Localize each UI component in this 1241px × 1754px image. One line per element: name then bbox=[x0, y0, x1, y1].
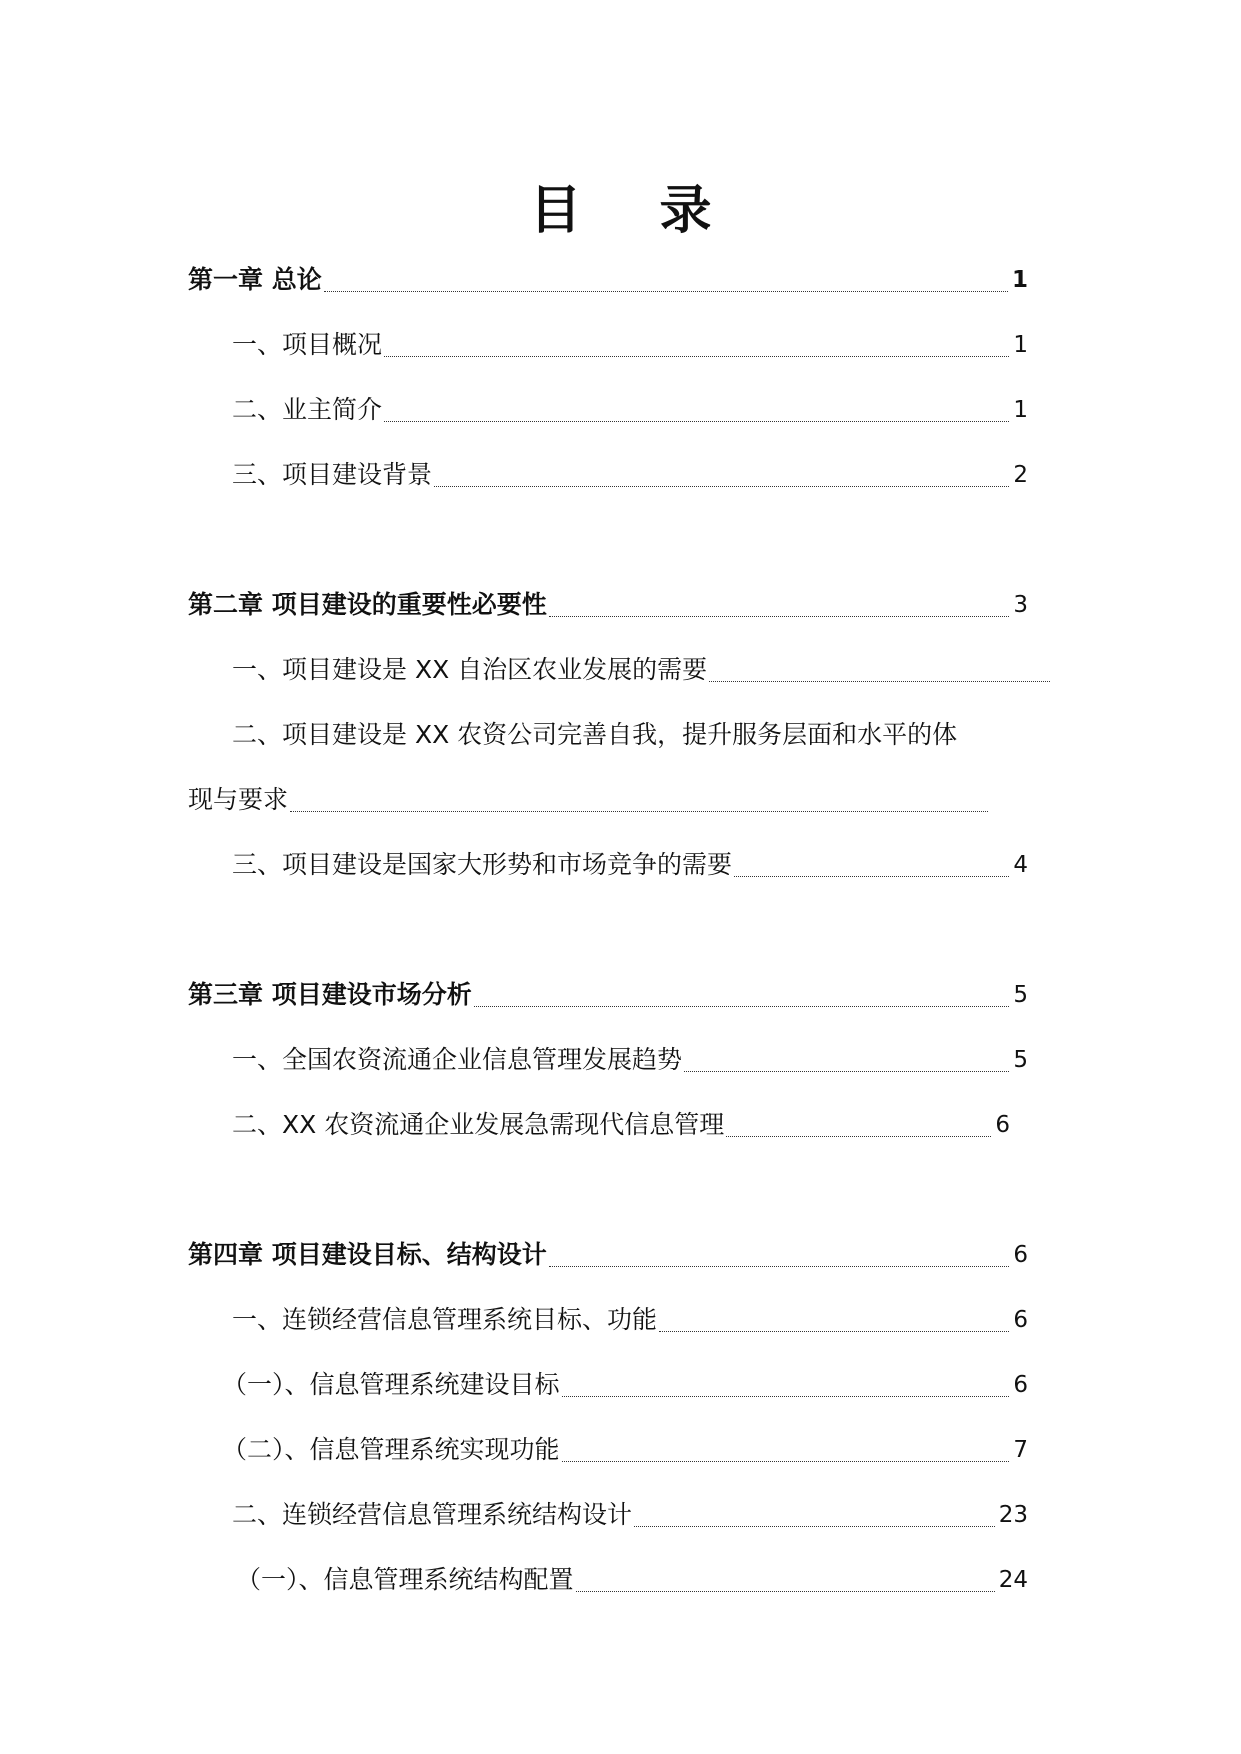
entry-text: 第三章 项目建设市场分析 bbox=[188, 980, 472, 1009]
page-number: 1 bbox=[1011, 267, 1028, 293]
dot-leader bbox=[726, 1136, 991, 1137]
title-char: 目 bbox=[529, 181, 582, 241]
page-number: 6 bbox=[1013, 1372, 1028, 1398]
dot-leader bbox=[434, 486, 1009, 487]
entry-text: 一、连锁经营信息管理系统目标、功能 bbox=[232, 1305, 658, 1334]
page-number: 1 bbox=[1013, 397, 1028, 423]
page-number: 2 bbox=[1013, 462, 1028, 488]
title-char: 录 bbox=[659, 181, 712, 241]
dot-leader bbox=[290, 811, 988, 812]
toc-entry[interactable] bbox=[232, 457, 1028, 493]
toc-entry[interactable] bbox=[236, 1562, 1028, 1598]
page-number: 1 bbox=[1013, 332, 1028, 358]
entry-text: 一、项目建设是 XX 自治区农业发展的需要 bbox=[232, 655, 708, 684]
entry-text: （一）、信息管理系统建设目标 bbox=[222, 1370, 560, 1399]
page-number: 5 bbox=[1013, 982, 1028, 1008]
entry-text: 现与要求 bbox=[188, 785, 289, 814]
toc-entry-chapter-4[interactable] bbox=[188, 1237, 1028, 1273]
page-number: 5 bbox=[1013, 1047, 1028, 1073]
dot-leader bbox=[562, 1461, 1010, 1462]
entry-text: 一、全国农资流通企业信息管理发展趋势 bbox=[232, 1045, 683, 1074]
dot-leader bbox=[684, 1071, 1009, 1072]
page-number: 6 bbox=[1013, 1307, 1028, 1333]
toc-entry[interactable] bbox=[222, 1432, 1028, 1468]
page-number: 6 bbox=[1013, 1242, 1028, 1268]
dot-leader bbox=[659, 1331, 1009, 1332]
toc-entry[interactable] bbox=[232, 847, 1028, 883]
entry-text: 第二章 项目建设的重要性必要性 bbox=[188, 590, 547, 619]
dot-leader bbox=[384, 356, 1009, 357]
dot-leader bbox=[384, 421, 1009, 422]
toc-entry[interactable] bbox=[232, 652, 1054, 688]
page-number: 24 bbox=[998, 1567, 1028, 1593]
page-number: 23 bbox=[998, 1502, 1028, 1528]
toc-entry[interactable] bbox=[232, 327, 1028, 363]
entry-text: 三、项目建设是国家大形势和市场竞争的需要 bbox=[232, 850, 733, 879]
entry-text: 第一章 总论 bbox=[188, 265, 322, 294]
page-number: 4 bbox=[1013, 852, 1028, 878]
entry-text: 三、项目建设背景 bbox=[232, 460, 433, 489]
entry-text: （二）、信息管理系统实现功能 bbox=[222, 1435, 560, 1464]
entry-text: 二、项目建设是 XX 农资公司完善自我，提升服务层面和水平的体 bbox=[232, 720, 958, 749]
entry-text: 二、业主简介 bbox=[232, 395, 383, 424]
entry-text: 二、XX 农资流通企业发展急需现代信息管理 bbox=[232, 1110, 725, 1139]
dot-leader bbox=[474, 1006, 1010, 1007]
toc-entry-chapter-1[interactable] bbox=[188, 262, 1028, 298]
toc-entry[interactable] bbox=[232, 392, 1028, 428]
entry-text: 第四章 项目建设目标、结构设计 bbox=[188, 1240, 547, 1269]
toc-entry[interactable] bbox=[232, 1042, 1028, 1078]
dot-leader bbox=[549, 616, 1010, 617]
dot-leader bbox=[734, 876, 1009, 877]
toc-entry[interactable] bbox=[222, 1367, 1028, 1403]
entry-text: 一、项目概况 bbox=[232, 330, 383, 359]
entry-text: （一）、信息管理系统结构配置 bbox=[236, 1565, 574, 1594]
dot-leader bbox=[576, 1591, 995, 1592]
toc-entry-wrapped[interactable] bbox=[232, 717, 957, 753]
dot-leader bbox=[549, 1266, 1010, 1267]
toc-entry-continuation[interactable] bbox=[188, 782, 992, 818]
toc-entry[interactable] bbox=[232, 1302, 1028, 1338]
page-number: 3 bbox=[1013, 592, 1028, 618]
entry-text: 二、连锁经营信息管理系统结构设计 bbox=[232, 1500, 633, 1529]
toc-entry[interactable] bbox=[232, 1497, 1028, 1533]
toc-entry[interactable] bbox=[232, 1107, 1010, 1143]
dot-leader bbox=[324, 291, 1008, 292]
dot-leader bbox=[634, 1526, 995, 1527]
dot-leader bbox=[562, 1396, 1010, 1397]
toc-entry-chapter-3[interactable] bbox=[188, 977, 1028, 1013]
dot-leader bbox=[709, 681, 1050, 682]
toc-title bbox=[0, 168, 1241, 243]
page-number: 6 bbox=[995, 1112, 1010, 1138]
page-number: 7 bbox=[1013, 1437, 1028, 1463]
toc-entry-chapter-2[interactable] bbox=[188, 587, 1028, 623]
